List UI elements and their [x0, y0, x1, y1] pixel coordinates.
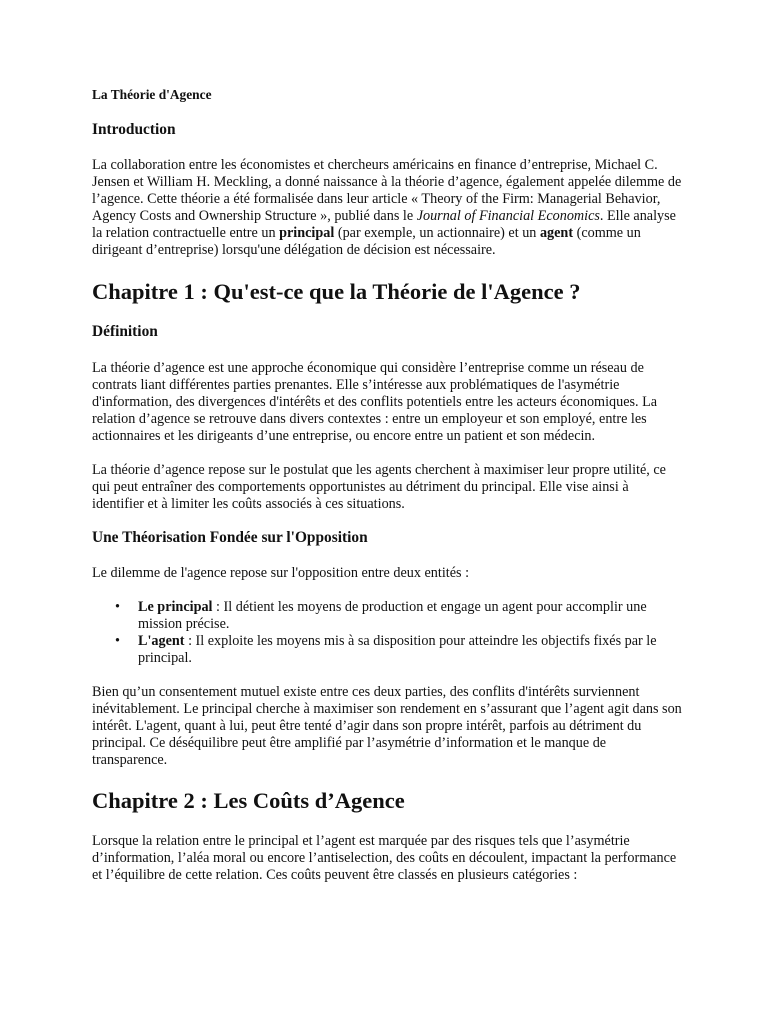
list-item: • Le principal : Il détient les moyens de production et engage un agent pour accomplir une mission précise.	[115, 599, 647, 632]
definition-heading: Définition	[92, 323, 158, 340]
definition-paragraph-2: La théorie d’agence repose sur le postulat que les agents cherchent à maximiser leur propre utilité, ce qui peut entraîner des comportements opportunistes au détriment du principal. Elle vise ainsi à identifier et à limiter les coûts associés à ces situations.	[92, 462, 666, 512]
bullet-icon: •	[115, 633, 120, 649]
entities-list	[92, 599, 684, 667]
chapter-1-heading: Chapitre 1 : Qu'est-ce que la Théorie de l'Agence ?	[92, 279, 581, 304]
document-title: La Théorie d'Agence	[92, 87, 212, 102]
chapter-2-heading: Chapitre 2 : Les Coûts d’Agence	[92, 788, 405, 813]
bullet-icon: •	[115, 599, 120, 615]
chapter-2-paragraph: Lorsque la relation entre le principal et l’agent est marquée par des risques tels que l’asymétrie d’information, l’aléa moral ou encore l’antiselection, des coûts en découlent, impactant la performance et l’équilibre de cette relation. Ces coûts peuvent être classés en plusieurs catégories :	[92, 833, 677, 883]
document-page	[92, 82, 684, 884]
opposition-paragraph: Bien qu’un consentement mutuel existe entre ces deux parties, des conflits d'intérêts surviennent inévitablement. Le principal cherche à maximiser son rendement en s’assurant que l’agent agit dans son intérêt. L'agent, quant à lui, peut être tenté d’agir dans son propre intérêt, parfois au détriment du principal. Ce déséquilibre peut être amplifié par l’asymétrie d’information et le manque de transparence.	[92, 684, 682, 768]
introduction-paragraph: La collaboration entre les économistes et chercheurs américains en finance d’entreprise, Michael C. Jensen et William H. Meckling, a donné naissance à la théorie d’agence, également appelée dilemme de l’agence. Cette théorie a été formalisée dans leur article « Theory of the Firm: Managerial Behavior, Agency Costs and Ownership Structure », publié dans le Journal of Financial Economics. Elle analyse la relation contractuelle entre un principal (par exemple, un actionnaire) et un agent (comme un dirigeant d’entreprise) lorsqu'une délégation de décision est nécessaire.	[92, 157, 682, 258]
principal-term: principal	[279, 225, 335, 241]
opposition-heading: Une Théorisation Fondée sur l'Opposition	[92, 529, 368, 546]
list-item: • L'agent : Il exploite les moyens mis à sa disposition pour atteindre les objectifs fixés par le principal.	[115, 633, 657, 666]
definition-paragraph-1: La théorie d’agence est une approche économique qui considère l’entreprise comme un réseau de contrats liant différentes parties prenantes. Elle s’intéresse aux problématiques de l'asymétrie d'information, des divergences d'intérêts et des conflits potentiels entre les acteurs économiques. La relation d’agence se retrouve dans divers contextes : entre un employeur et son employé, entre les actionnaires et les dirigeants d’une entreprise, ou encore entre un patient et son médecin.	[92, 360, 658, 444]
introduction-heading: Introduction	[92, 121, 176, 138]
opposition-intro: Le dilemme de l'agence repose sur l'opposition entre deux entités :	[92, 565, 470, 581]
journal-name: Journal of Financial Economics	[416, 208, 600, 224]
agent-term: agent	[539, 225, 574, 241]
